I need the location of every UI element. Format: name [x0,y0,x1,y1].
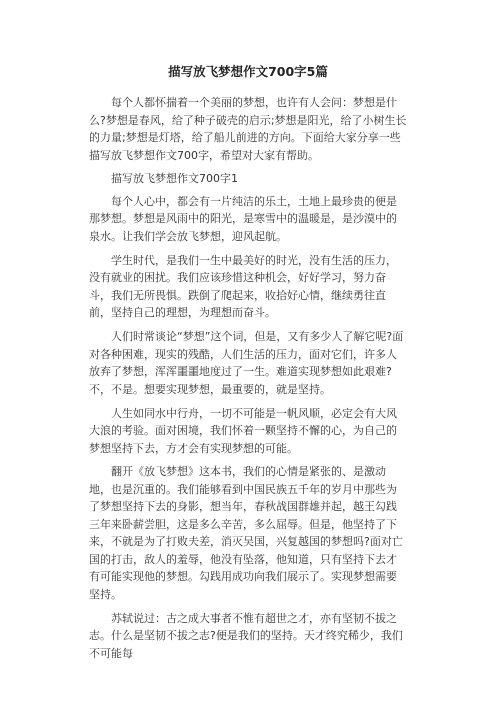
article-body [89,94,407,669]
paragraph-intro: 每个人都怀揣着一个美丽的梦想，也许有人会问：梦想是什么?梦想是春风，给了种子破壳的启示;梦想是阳光，给了小树生长的力量;梦想是灯塔，给了船儿前进的方向。下面给大家分享一些描写放飞梦想作文700字，希望对大家有帮助。 [89,96,407,162]
page-title: 描写放飞梦想作文700字5篇 [168,64,328,79]
paragraph: 苏轼说过：古之成大事者不惟有超世之才，亦有坚韧不拔之志。什么是坚韧不拔之志?便是我们的坚持。天才终究稀少，我们不可能每 [89,611,403,660]
paragraph: 人生如同水中行舟，一切不可能是一帆风顺，必定会有大风大浪的考验。面对困境，我们怀着一颗坚持不懈的心，为自己的梦想坚持下去，方才会有实现梦想的可能。 [89,406,397,455]
paragraph: 人们时常谈论“梦想”这个词，但是，又有多少人了解它呢?面对各种困难，现实的残酷，人们生活的压力，面对它们，许多人放弃了梦想，浑浑噩噩地度过了一生。难道实现梦想如此艰难?不，不是。想要实现梦想，最重要的，就是坚持。 [89,330,404,396]
paragraph: 翻开《放飞梦想》这本书，我们的心情是紧张的、是激动地，也是沉重的。我们能够看到中国民族五千年的岁月中那些为了梦想坚持下去的身影，想当年，春秋战国群雄并起，越王勾践三年来卧薪尝胆，这是多么辛苦，多么屈辱。但是，他坚持了下来，不就是为了打败夫差，消灭吴国，兴复越国的梦想吗?面对亡国的打击，敌人的羞辱，他没有坠落，他知道，只有坚持下去才有可能实现他的梦想。勾践用成功向我们展示了。实现梦想需要坚持。 [89,465,403,601]
paragraph: 学生时代，是我们一生中最美好的时光，没有生活的压力，没有就业的困扰。我们应该珍惜这种机会，好好学习，努力奋斗，我们无所畏惧。跌倒了爬起来，收拾好心情，继续勇往直前，坚持自己的理想，为理想而奋斗。 [89,253,397,320]
section-heading: 描写放飞梦想作文700字1 [111,172,238,186]
paragraph: 每个人心中，都会有一片纯洁的乐土，土地上最珍贵的便是那梦想。梦想是风雨中的阳光，是寒雪中的温暖是，是沙漠中的泉水。让我们学会放飞梦想，迎风起航。 [89,194,397,243]
